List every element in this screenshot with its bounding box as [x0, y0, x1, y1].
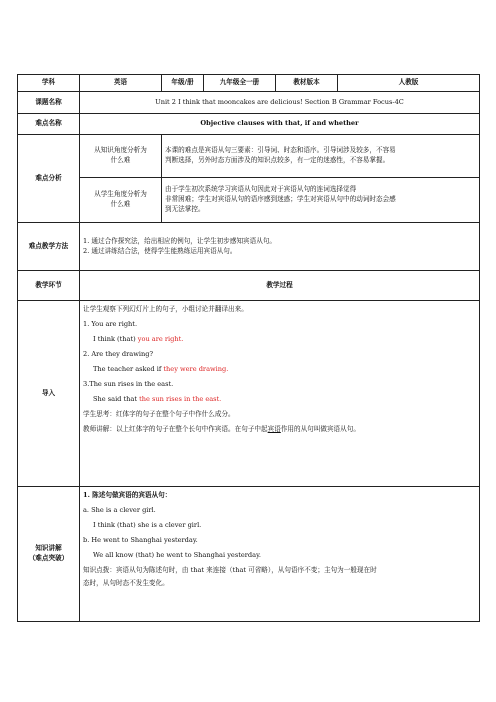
knowledge-row — [18, 487, 480, 622]
method-item: 1. 通过合作探究法，给出相应的例句，让学生初步感知宾语从句。 — [83, 237, 277, 245]
intro-row — [18, 301, 480, 487]
process-label: 教学过程 — [80, 271, 480, 301]
method-label: 难点教学方法 — [18, 223, 80, 271]
difficulty-label: 难点名称 — [18, 114, 80, 135]
header-row — [18, 75, 480, 92]
analysis-label: 难点分析 — [18, 135, 80, 223]
analysis-row-student — [18, 178, 480, 223]
grade-label: 年级/册 — [162, 75, 204, 92]
grade-value: 九年级全一册 — [204, 75, 276, 92]
course-row — [18, 92, 480, 114]
example-sentence: The teacher asked if they were drawing. — [93, 365, 229, 373]
knowledge-label: 知识讲解 （难点突破） — [18, 487, 80, 622]
example-sentence: She said that the sun rises in the east. — [93, 395, 222, 403]
edition-label: 教材版本 — [276, 75, 338, 92]
lesson-plan-table — [17, 74, 480, 622]
knowledge-content: 1. 陈述句做宾语的宾语从句： a. She is a clever girl. I think (that) she is a clever girl. b. He went to Shanghai yesterday. We all know (that) he went to Shanghai yesterday. 知识点拨：宾语从句为陈述句时，由 that 来连接（that 可省略），从句语序不变；主句为一般现在时 态时，从句时态不发生变化。 — [80, 487, 480, 622]
analysis-row-knowledge — [18, 135, 480, 178]
process-header-row — [18, 271, 480, 301]
method-item: 2. 通过讲练结合法，使得学生能熟练运用宾语从句。 — [83, 246, 237, 255]
subject-value: 英语 — [80, 75, 162, 92]
knowledge-title: 1. 陈述句做宾语的宾语从句： — [83, 491, 172, 499]
student-angle-label: 从学生角度分析为 什么难 — [80, 178, 162, 223]
knowledge-angle-label: 从知识角度分析为 什么难 — [80, 135, 162, 178]
method-row — [18, 223, 480, 271]
intro-label: 导入 — [18, 301, 80, 487]
student-angle-text: 由于学生初次系统学习宾语从句因此对于宾语从句的连词选择觉得 非常困难；学生对宾语从句的语序感到迷惑；学生对宾语从句中的动词时态会感 到无法掌控。 — [162, 178, 480, 223]
course-label: 课题名称 — [18, 92, 80, 114]
subject-label: 学科 — [18, 75, 80, 92]
method-content — [80, 223, 480, 271]
lesson-plan-page — [17, 74, 479, 622]
stage-label: 教学环节 — [18, 271, 80, 301]
difficulty-value: Objective clauses with that, if and whether — [80, 114, 480, 135]
example-sentence: I think (that) you are right. — [93, 335, 184, 343]
intro-content: 让学生观察下列幻灯片上的句子，小组讨论并翻译出来。 1. You are right. I think (that) you are right. 2. Are they drawing? The teacher asked if they were drawing. 3.The sun rises in the east. She said that the sun rises in the east. 学生思考：红体字的句子在整个句子中作什么成分。 教师讲解：以上红体字的句子在整个长句中作宾语。在句子中起宾语作用的从句叫做宾语从句。 — [80, 301, 480, 487]
knowledge-angle-text: 本课的难点是宾语从句三要素：引导词、时态和语序。引导词涉及较多，不容易 判断选择，另外时态方面涉及的知识点较多，有一定的迷惑性，不容易掌握。 — [162, 135, 480, 178]
course-value: Unit 2 I think that mooncakes are delicious! Section B Grammar Focus-4C — [80, 92, 480, 114]
teacher-explanation: 教师讲解：以上红体字的句子在整个长句中作宾语。在句子中起宾语作用的从句叫做宾语从句。 — [83, 425, 360, 433]
difficulty-row — [18, 114, 480, 135]
edition-value: 人教版 — [338, 75, 480, 92]
